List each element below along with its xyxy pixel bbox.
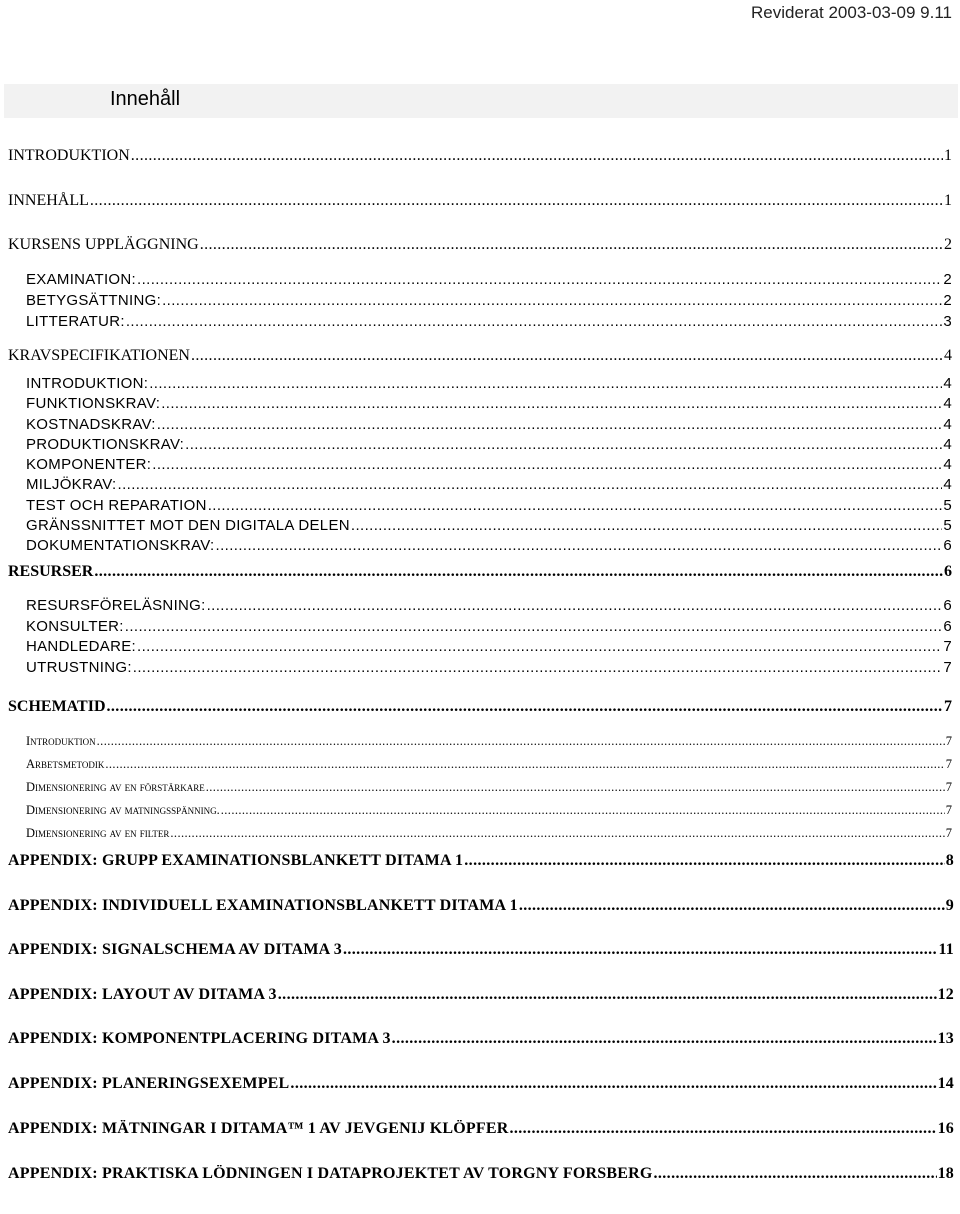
toc-entry[interactable] <box>26 757 952 772</box>
toc-entry[interactable] <box>26 476 952 493</box>
toc-entry-page: 6 <box>944 563 952 580</box>
toc-entry[interactable] <box>8 1120 954 1138</box>
toc-entry[interactable] <box>26 618 952 635</box>
toc-entry[interactable] <box>8 563 952 581</box>
toc-entry-label: PRODUKTIONSKRAV: <box>26 436 185 453</box>
toc-entry[interactable] <box>8 852 954 870</box>
toc-entry[interactable] <box>8 236 952 254</box>
toc-entry-label: KONSULTER: <box>26 618 124 635</box>
toc-entry-label: MILJÖKRAV: <box>26 476 117 493</box>
toc-entry-page: 1 <box>944 192 952 209</box>
toc-entry[interactable] <box>8 192 952 210</box>
toc-entry-label: KOMPONENTER: <box>26 456 152 473</box>
toc-entry-label: APPENDIX: LAYOUT AV DITAMA 3 <box>8 986 277 1003</box>
toc-entry-label: Dimensionering av matningsspänning. <box>26 803 220 817</box>
toc-entry-label: HANDLEDARE: <box>26 638 136 655</box>
toc-entry-label: INNEHÅLL <box>8 192 89 209</box>
toc-entry-page: 7 <box>945 803 952 817</box>
toc-entry[interactable] <box>26 395 952 412</box>
toc-entry[interactable] <box>26 375 952 392</box>
toc-entry-page: 7 <box>943 659 952 676</box>
toc-entry-page: 4 <box>943 416 952 433</box>
toc-entry[interactable] <box>26 638 952 655</box>
toc-entry[interactable] <box>26 416 952 433</box>
toc-entry-label: Dimensionering av en förstärkare <box>26 780 205 794</box>
toc-entry-page: 6 <box>943 537 952 554</box>
toc-entry-label: INTRODUKTION: <box>26 375 149 392</box>
toc-entry-label: RESURSER <box>8 563 94 580</box>
toc-entry-page: 16 <box>937 1120 954 1137</box>
toc-entry[interactable] <box>26 659 952 676</box>
toc-entry-label: UTRUSTNING: <box>26 659 132 676</box>
toc-entry-label: APPENDIX: PLANERINGSEXEMPEL <box>8 1075 290 1092</box>
toc-entry-page: 7 <box>945 757 952 771</box>
toc-entry-page: 3 <box>943 313 952 330</box>
toc-entry[interactable] <box>26 537 952 554</box>
toc-entry[interactable] <box>26 517 952 534</box>
toc-entry-page: 18 <box>937 1165 954 1182</box>
toc-entry[interactable] <box>8 347 952 365</box>
toc-entry-label: APPENDIX: PRAKTISKA LÖDNINGEN I DATAPROJEKTET AV TORGNY FORSBERG <box>8 1165 653 1182</box>
toc-entry-label: LITTERATUR: <box>26 313 125 330</box>
toc-entry-label: Dimensionering av en filter <box>26 826 170 840</box>
toc-entry-page: 6 <box>943 618 952 635</box>
toc-entry-label: KURSENS UPPLÄGGNING <box>8 236 199 253</box>
toc-entry-page: 4 <box>943 375 952 392</box>
toc-entry-page: 14 <box>937 1075 954 1092</box>
toc-entry-page: 2 <box>943 292 952 309</box>
toc-entry[interactable] <box>26 436 952 453</box>
toc-entry-label: KRAVSPECIFIKATIONEN <box>8 347 190 364</box>
toc-entry-label: BETYGSÄTTNING: <box>26 292 162 309</box>
toc-entry-page: 7 <box>945 826 952 840</box>
toc-entry[interactable] <box>26 780 952 795</box>
toc-entry-page: 12 <box>937 986 954 1003</box>
toc-entry-label: EXAMINATION: <box>26 271 136 288</box>
toc-entry-page: 8 <box>945 852 954 869</box>
toc-entry-label: APPENDIX: GRUPP EXAMINATIONSBLANKETT DITAMA 1 <box>8 852 464 869</box>
toc-entry-label: KOSTNADSKRAV: <box>26 416 156 433</box>
toc-entry-label: Introduktion <box>26 734 96 748</box>
toc-entry-label: SCHEMATID <box>8 698 106 715</box>
toc-entry[interactable] <box>26 597 952 614</box>
toc-entry[interactable] <box>8 897 954 915</box>
toc-entry[interactable] <box>8 941 954 959</box>
toc-entry-page: 4 <box>943 456 952 473</box>
revision-header: Reviderat 2003-03-09 9.11 <box>751 3 952 22</box>
toc-entry[interactable] <box>26 826 952 841</box>
toc-entry[interactable] <box>26 313 952 330</box>
toc-entry[interactable] <box>26 497 952 514</box>
toc-entry-page: 7 <box>944 698 952 715</box>
toc-entry-page: 5 <box>943 497 952 514</box>
toc-entry-label: Arbetsmetodik <box>26 757 105 771</box>
toc-entry-page: 11 <box>938 941 954 958</box>
toc-entry-page: 9 <box>945 897 954 914</box>
toc-entry[interactable] <box>26 803 952 818</box>
toc-entry-page: 7 <box>943 638 952 655</box>
toc-entry-page: 13 <box>937 1030 954 1047</box>
toc-entry[interactable] <box>8 1075 954 1093</box>
toc-entry-page: 5 <box>943 517 952 534</box>
toc-entry-page: 4 <box>944 347 952 364</box>
toc-entry-page: 2 <box>943 271 952 288</box>
toc-entry-label: APPENDIX: KOMPONENTPLACERING DITAMA 3 <box>8 1030 391 1047</box>
toc-entry-label: APPENDIX: SIGNALSCHEMA AV DITAMA 3 <box>8 941 342 958</box>
toc-entry-label: APPENDIX: MÄTNINGAR I DITAMA™ 1 AV JEVGENIJ KLÖPFER <box>8 1120 509 1137</box>
toc-entry[interactable] <box>8 1165 954 1183</box>
toc-entry[interactable] <box>26 456 952 473</box>
toc-entry[interactable] <box>8 986 954 1004</box>
toc-entry[interactable] <box>8 1030 954 1048</box>
toc-entry-page: 6 <box>943 597 952 614</box>
toc-entry-label: DOKUMENTATIONSKRAV: <box>26 537 215 554</box>
page-title: Innehåll <box>110 88 181 110</box>
toc-entry[interactable] <box>26 292 952 309</box>
toc-entry[interactable] <box>26 271 952 288</box>
toc-entry-page: 4 <box>943 395 952 412</box>
toc-entry-page: 4 <box>943 476 952 493</box>
toc-entry-label: GRÄNSSNITTET MOT DEN DIGITALA DELEN <box>26 517 350 534</box>
toc-entry-label: RESURSFÖRELÄSNING: <box>26 597 206 614</box>
toc-entry-label: FUNKTIONSKRAV: <box>26 395 161 412</box>
toc-entry-page: 2 <box>944 236 952 253</box>
toc-entry-page: 7 <box>945 734 952 748</box>
toc-entry-label: APPENDIX: INDIVIDUELL EXAMINATIONSBLANKETT DITAMA 1 <box>8 897 518 914</box>
toc-entry[interactable] <box>26 734 952 749</box>
toc-entry-page: 7 <box>945 780 952 794</box>
toc-entry[interactable] <box>8 147 952 165</box>
toc-entry-page: 4 <box>943 436 952 453</box>
toc-entry-label: INTRODUKTION <box>8 147 130 164</box>
toc-entry[interactable] <box>8 698 952 716</box>
toc-entry-label: TEST OCH REPARATION <box>26 497 207 514</box>
toc-entry-page: 1 <box>944 147 952 164</box>
